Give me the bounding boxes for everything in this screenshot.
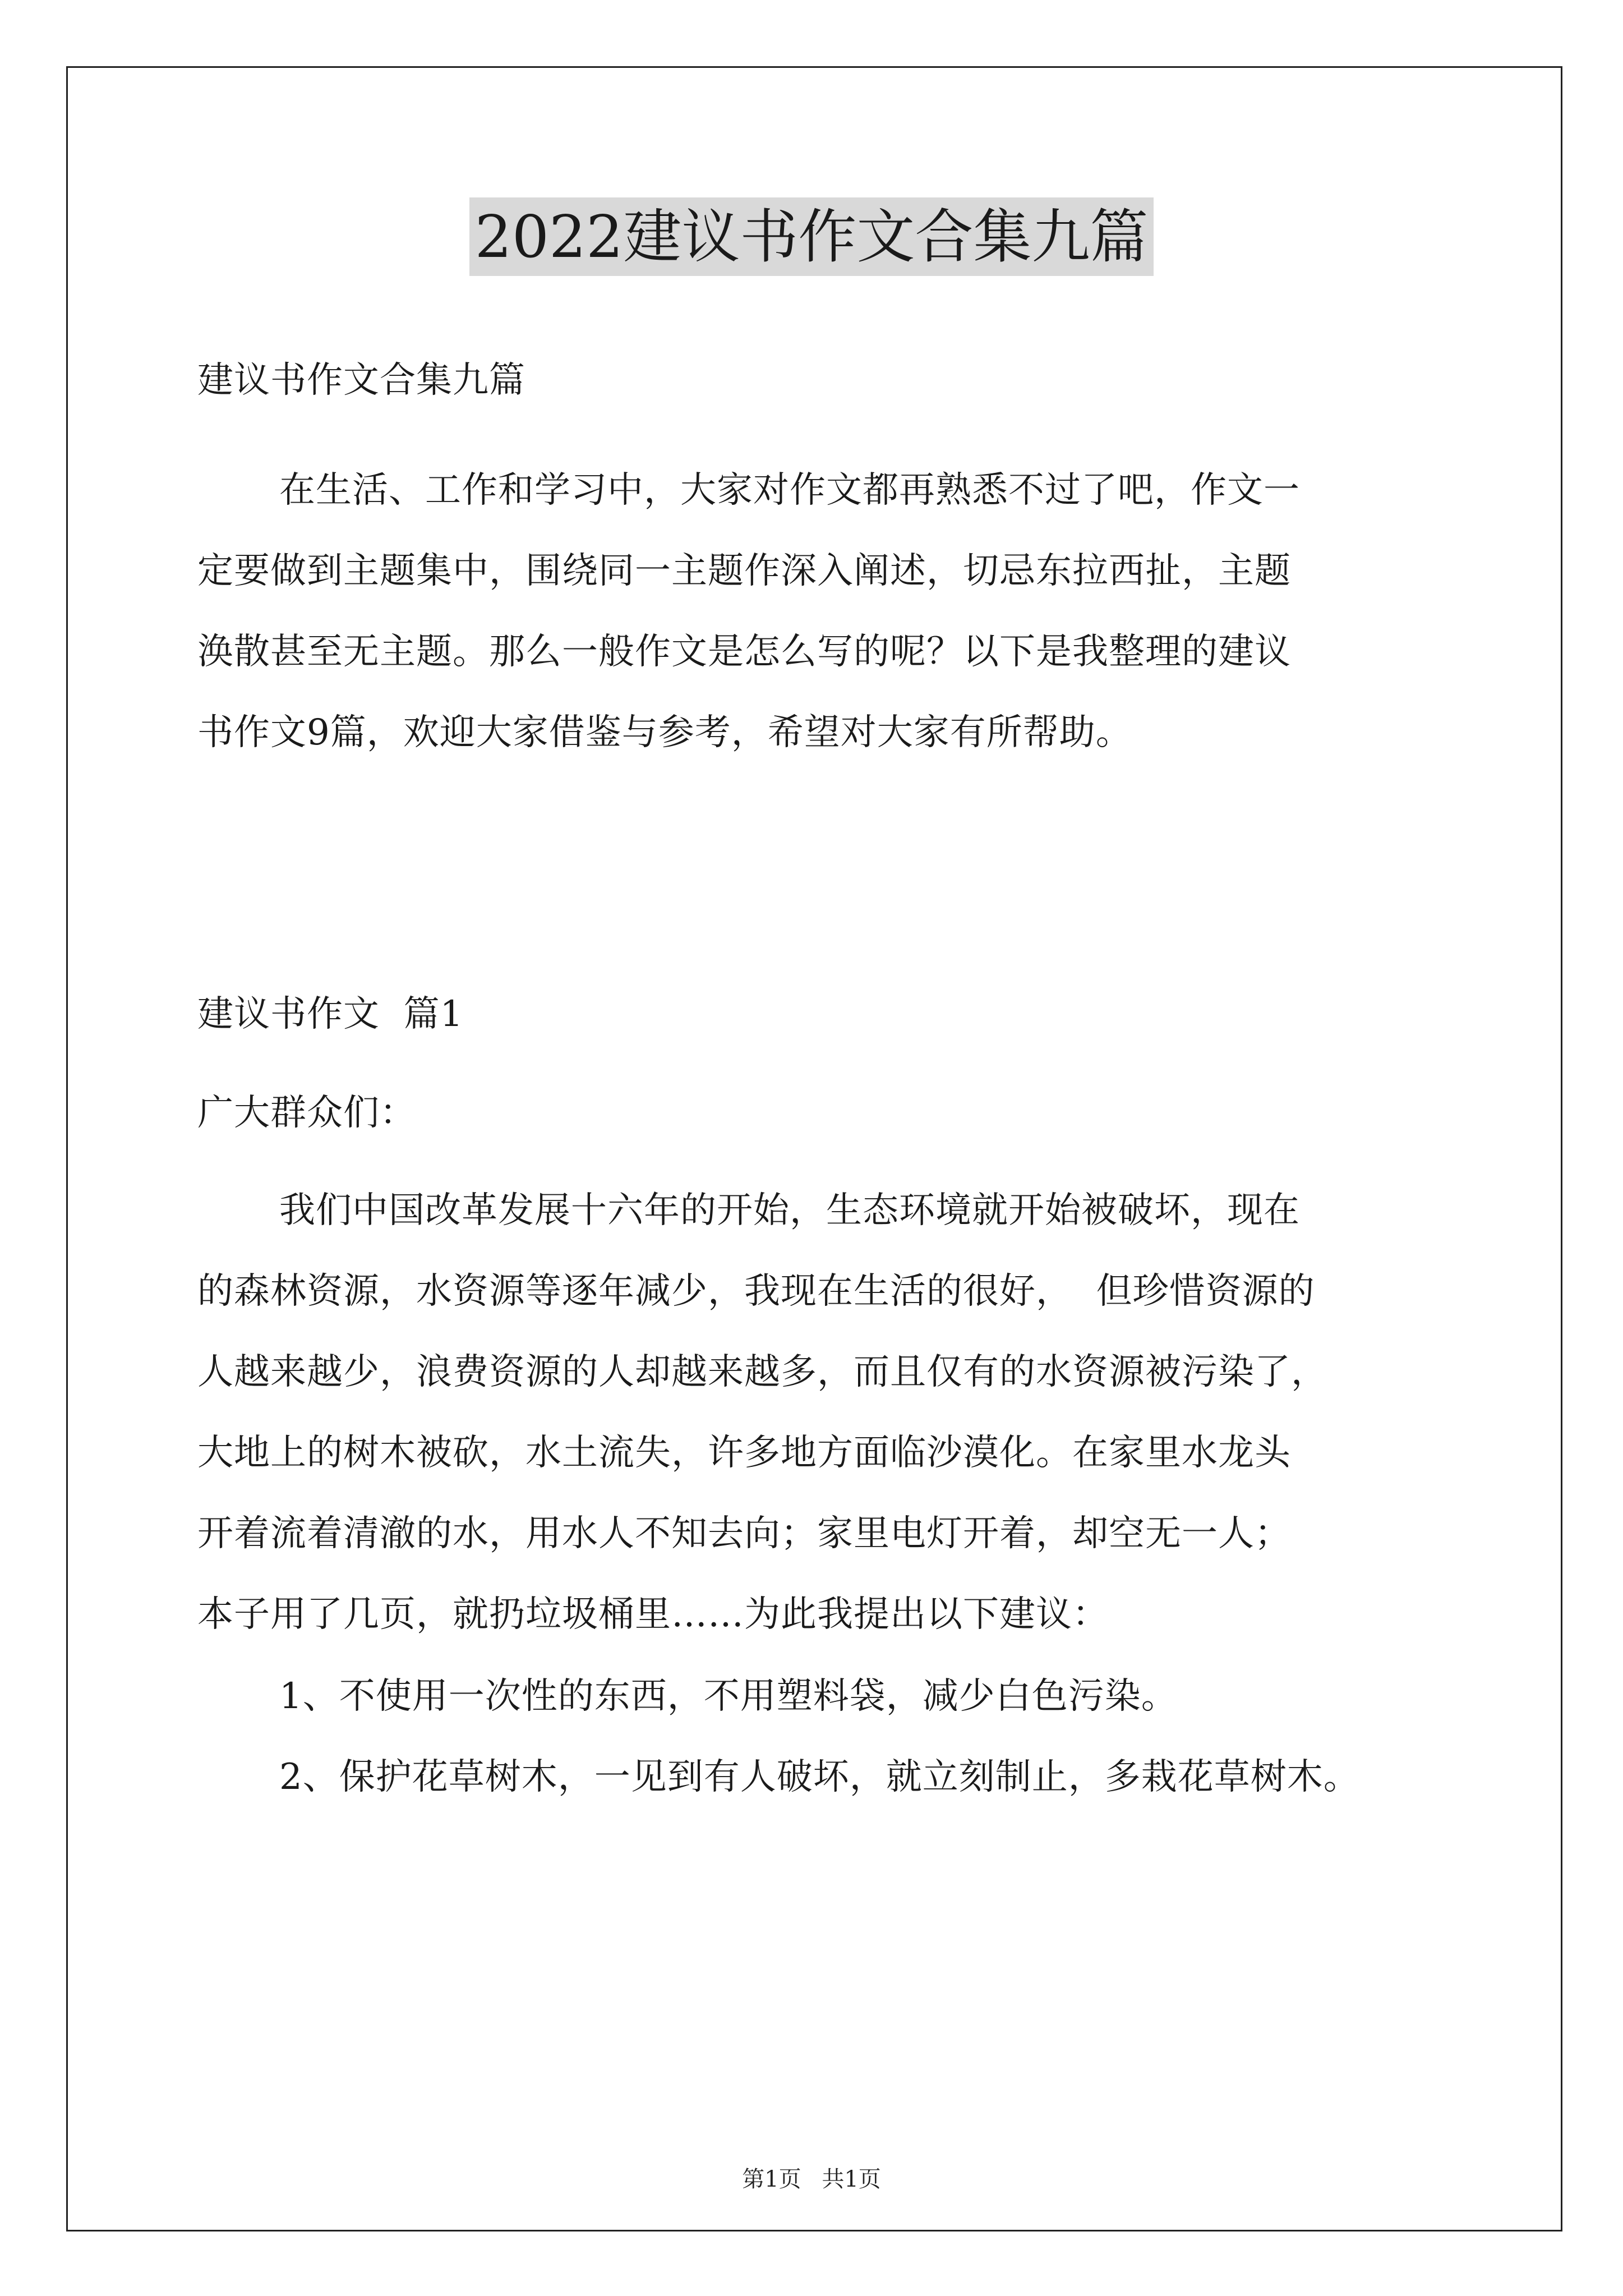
body-line: 我们中国改革发展十六年的开始，生态环境就开始被破坏，现在 <box>279 1190 1300 1231</box>
page-footer <box>0 2165 1623 2193</box>
document-title: 2022建议书作文合集九篇 <box>469 197 1154 276</box>
section-heading: 建议书作文 篇1 <box>197 993 464 1035</box>
intro-line: 在生活、工作和学习中，大家对作文都再熟悉不过了吧，作文一 <box>279 470 1300 511</box>
body-line: 本子用了几页，就扔垃圾桶里……为此我提出以下建议： <box>197 1594 1109 1635</box>
intro-line: 涣散甚至无主题。那么一般作文是怎么写的呢？以下是我整理的建议 <box>197 631 1291 673</box>
salutation: 广大群众们： <box>197 1092 416 1134</box>
title-container <box>0 197 1623 276</box>
suggestion-item: 2、保护花草树木，一见到有人破坏，就立刻制止，多栽花草树木。 <box>279 1756 1360 1798</box>
page-total: 共1页 <box>822 2166 881 2192</box>
intro-line: 书作文9篇，欢迎大家借鉴与参考，希望对大家有所帮助。 <box>197 712 1132 753</box>
intro-line: 定要做到主题集中，围绕同一主题作深入阐述，切忌东拉西扯，主题 <box>197 550 1291 592</box>
suggestion-item: 1、不使用一次性的东西，不用塑料袋，减少白色污染。 <box>279 1676 1178 1717</box>
body-line: 人越来越少，浪费资源的人却越来越多，而且仅有的水资源被污染了， <box>197 1351 1327 1393</box>
document-subtitle: 建议书作文合集九篇 <box>197 360 525 401</box>
body-line: 的森林资源，水资源等逐年减少，我现在生活的很好， 但珍惜资源的 <box>197 1271 1315 1312</box>
body-line: 大地上的树木被砍，水土流失，许多地方面临沙漠化。在家里水龙头 <box>197 1432 1291 1474</box>
body-line: 开着流着清澈的水，用水人不知去向；家里电灯开着，却空无一人； <box>197 1513 1291 1554</box>
page-number: 第1页 <box>742 2166 801 2192</box>
